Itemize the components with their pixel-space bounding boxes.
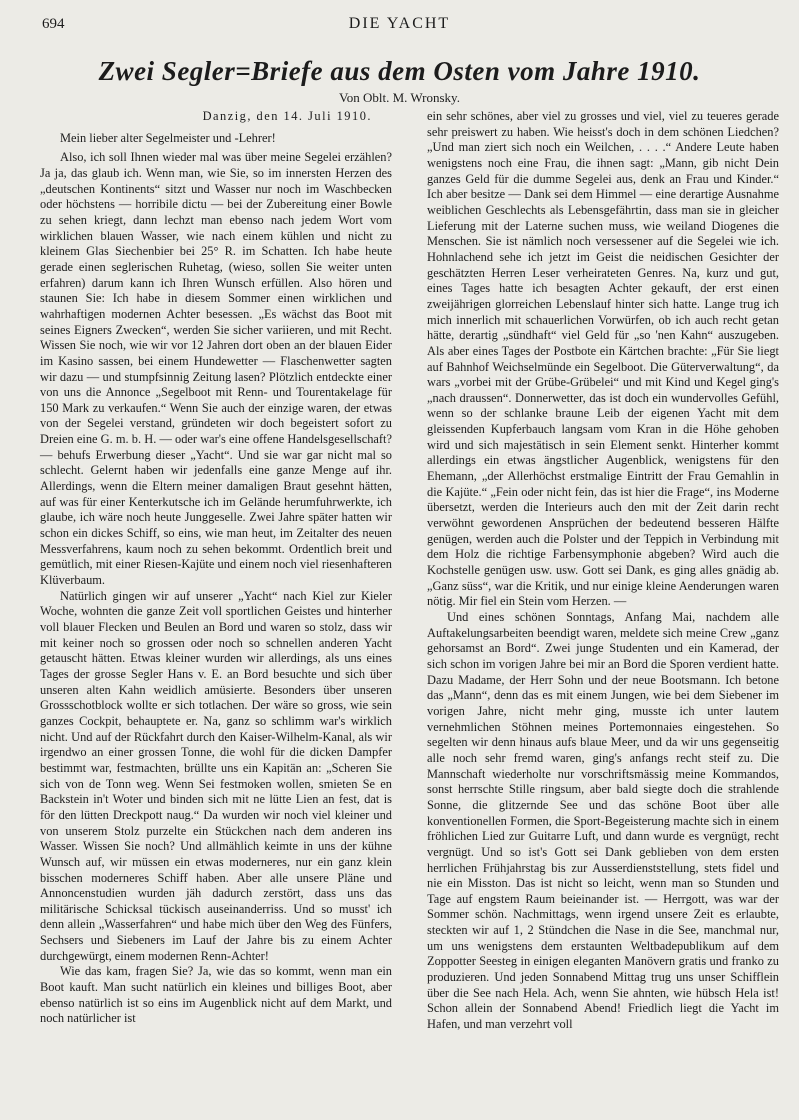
- byline: Von Oblt. M. Wronsky.: [339, 90, 460, 105]
- page-header: [0, 14, 799, 38]
- article-title: Zwei Segler=Briefe aus dem Osten vom Jahre 1910.: [98, 56, 701, 86]
- salutation: Mein lieber alter Segelmeister und -Lehrer!: [60, 130, 276, 145]
- page-number: 694: [42, 16, 65, 32]
- running-title: DIE YACHT: [348, 15, 451, 32]
- dateline: Danzig, den 14. Juli 1910.: [202, 109, 372, 123]
- paragraph: Wie das kam, fragen Sie? Ja, wie das so kommt, wenn man ein Boot kauft. Man sucht natürlich ein kleines und billiges Boot, aber ebenso natürlich ist so eins im Augenblick nicht auf dem Markt, und noch natürlicher ist: [40, 964, 392, 1026]
- right-column: [427, 109, 779, 1033]
- paragraph: Also, ich soll Ihnen wieder mal was über meine Segelei erzählen? Ja ja, das glaub ich. Wenn man, wie Sie, so im innersten Herzen des „deutschen Kontinents“ sitzt und Wasser nur noch im Waschbecken oder höchstens — horribile dictu — bei der Zubereitung einer Bowle zu sehen kriegt, dann lechzt man ebenso nach jedem Wort vom wirklichen blauen Wasser, wie nach einem kühlen und nicht zu kleinem Glas Siechenbier bei 25° R. im Schatten. Ich habe heute gerade einen seglerischen Ruhetag, (wieso, sollen Sie weiter unten erfahren) darum kann ich Ihren Wunsch erfüllen. Also hören und staunen Sie: Ich habe in diesem Sommer einen wirklichen und wahrhaftigen modernen Achter besessen. „Es wächst das Boot mit seines Eigners Zwecken“, werden Sie sicher variieren, und mit Recht. Wissen Sie noch, wie wir vor 12 Jahren dort oben an der blauen Eider im Kasino sassen, bei einem Hundewetter — Flaschenwetter sagten wir dazu — und stumpfsinnig Zeitung lasen? Plötzlich entdeckte einer von uns die Annonce „Segelboot mit Renn- und Tourentakelage für 150 Mark zu verkaufen.“ Wenn Sie auch der einzige waren, der etwas von der Segelei verstand, gründeten wir doch begeistert sofort zu Dreien eine G. m. b. H. — oder war's eine offene Handelsgesellschaft? — behufs Erwerbung dieser „Yacht“. Und sie war gar nicht mal so schlecht. Gelernt haben wir jedenfalls eine ganze Menge auf ihr. Allerdings, wenn die Eltern meiner damaligen Braut gesehnt hätten, auf was für einer Kenterkutsche ich im Gelände herumfuhrwerkte, ich glaube, ich wäre noch heute Junggeselle. Zwei Jahre später hatten wir schon ein dickes Schiff, so eins, wie man heut, im Zeitalter des neuen Messverfahrens, kaum noch zu sehen bekommt. Ordentlich breit und gemütlich, mit einer Riesen-Kajüte und einem noch viel riesenhafteren Klüverbaum.: [40, 150, 392, 588]
- paragraph: Natürlich gingen wir auf unserer „Yacht“ nach Kiel zur Kieler Woche, wohnten die ganze Zeit voll sportlichen Geistes und hinterher voll blauer Flecken und Beulen an Bord und waren so stolz, dass wir mit keiner noch so grossen oder noch so schnellen anderen Yacht getauscht hätten. Etwas kleiner wurden wir allerdings, als uns eines Tages der grosse Segler Hans v. E. an Bord besuchte und sich über unseren alten Kahn weidlich amüsierte. Besonders über unseren Grossschotblock wollte er sich totlachen. Der wäre so gross, wie sein ganzes Cockpit, behauptete er. Na, ganz so schlimm war's wirklich nicht. Und auf der Rückfahrt durch den Kaiser-Wilhelm-Kanal, als wir irgendwo an einer grossen Tonne, die wohl für die dicken Dampfer bestimmt war, festmachten, brüllte uns ein Kapitän an: „Scheren Sie sich von de Tonn weg. Wenn Sei festmoken wollen, smieten Se en Backstein in't Woter und binden sich mit ne lütte Lien an fest, dat is för den lütten Dreckpott naug.“ Da wurden wir noch viel kleiner und von unserem Stolz purzelte ein Stückchen nach dem anderen ins Wasser. Wissen Sie noch? Und allmählich keimte in uns der kühne Wunsch auf, wir müssen ein etwas moderneres, nur ein ganz klein bisschen moderneres Schiff haben. Aber alle unsere Pläne und Annoncenstudien wurden jäh dadurch zerstört, dass uns das militärische Schicksal tückisch auseinanderriss. Und so musst' ich denn allein „Wasserfahren“ und habe mich über den Weg des Fünfers, Sechsers und Siebeners im Lauf der Jahre bis zu einem Achter durchgewürgt, einem modernen Renn-Achter!: [40, 588, 392, 963]
- paragraph: Und eines schönen Sonntags, Anfang Mai, nachdem alle Auftakelungsarbeiten beendigt waren, meldete sich meine Crew „ganz gehorsamst an Bord“. Zwei junge Studenten und ein Kamerad, der sich schon im vorigen Jahre bei mir an Bord die Sporen verdient hatte. Dazu Madame, der Herr Sohn und der neue Bootsmann. Ich betone das „Mann“, denn das es mit einem Jungen, wie bei dem Siebener im vorigen Jahre, nicht mehr ging, musste ich unter lautem vernehmlichen Stöhnen meines Portemonnaies eingestehen. So segelten wir denn hinaus aufs blaue Meer, und da wir uns gegenseitig alle noch sehr fremd waren, ging's anfangs recht steif zu. Die Mannschaft wiederholte nur vorschriftsmässig meine Kommandos, sonst herrschte Stille ringsum, aber bald siegte doch die strahlende Sonne, die glitzernde See und das schöne Boot über alle konventionellen Formen, die Sport-Begeisterung machte sich in einem fröhlichen Lied zur Guitarre Luft, und dann wurde es vergnügt, recht vergnügt. Und so ist's Gott sei Dank geblieben von dem ersten herrlichen Frühjahrstag bis zur Ausserdienststellung, stets fidel und nie ein Misston. Das ist nicht so leicht, wenn man so Stunden und Tage auf engstem Raum beieinander ist. — Herrgott, was war der Sommer schön. Nachmittags, wenn irgend unsere Zeit es erlaubte, steckten wir auf 1, 2 Stündchen die Nase in die See, manchmal nur, um uns wenigstens dem erstaunten Weltbadepublikum auf dem Zoppotter Seesteg in einigen eleganten Manövern gratis und franko zu produzieren. Und jeden Sonnabend Mittag trug uns unser Schifflein über die See nach Hela. Ach, wenn Sie ahnten, wie hübsch Hela ist! Schon allein der Sonnabend Abend! Friedlich liegt die Yacht im Hafen, und man verzehrt voll: [427, 610, 779, 1032]
- paragraph: ein sehr schönes, aber viel zu grosses und viel, viel zu teueres gerade sehr preiswert zu haben. Wie heisst's doch in dem schönen Liedchen? „Und man ziert sich noch ein Weilchen, . . . .“ Andere Leute haben wenigstens noch eine Frau, die ihnen sagt: „Mann, gib nicht Dein ganzes Geld für die dumme Segelei aus, denk an Frau und Kinder.“ Ich aber besitze — Dank sei dem Himmel — eine derartige Ausnahme weiblichen Geschlechts als Lebensgefährtin, dass man sie in gleicher Lieferung mit der Laterne suchen muss, wie weiland Diogenes die Menschen. Sie ist nämlich noch versessener auf die Segelei wie ich. Hohnlachend sehe ich jetzt im Geist die neidischen Gesichter der geschätzten Herren Leser verheirateten Genres. Na, kurz und gut, eines Tages hatte ich besagten Achter gekauft, der erst einen zweijährigen glorreichen Lebenslauf hinter sich hatte. Lange trug ich mich innerlich mit schauerlichen Vorwürfen, ob ich auch recht getan hätte, derartig „sündhaft“ viel Geld für „so 'nen Kahn“ auszugeben. Als aber eines Tages der Postbote ein Kärtchen brachte: „Für Sie liegt auf Bahnhof Weichselmünde ein Segelboot. Die Güterverwaltung“, da wars „vorbei mit der Grübe-Grübelei“ und mit Kind und Kegel ging's „nach draussen“. Donnerwetter, das ist doch ein wundervolles Gefühl, wenn so der schlanke braune Leib der eigenen Yacht mit dem gleissenden Kupferbauch langsam vom Kran in die Höhe gehoben wird und sich majestätisch in sein Element senkt. Hinterher kommt allerdings ein etwas ängstlicher Augenblick, wenigstens für den Ehemann, „der Allerhöchst erstmalige Eintritt der Frau Gemahlin in die Kajüte.“ „Fein oder nicht fein, das ist hier die Frage“, ins Moderne übersetzt, werden die Interieurs auch den mit der Zeit darin recht verwöhnt gewordenen Ansprüchen der bedeutend besseren Hälfte genügen, werden auch die Polster und der Teppich in Verbindung mit dem Holz die richtige Farbensymphonie abgeben? Wird auch die Kochstelle genügen usw. usw. Gott sei Dank, es ging alles gnädig ab. „Ganz süss“, war die Kritik, und nur einige kleine Aenderungen waren nötig. Mir fiel ein Stein vom Herzen. —: [427, 109, 779, 609]
- left-column: [40, 109, 392, 1027]
